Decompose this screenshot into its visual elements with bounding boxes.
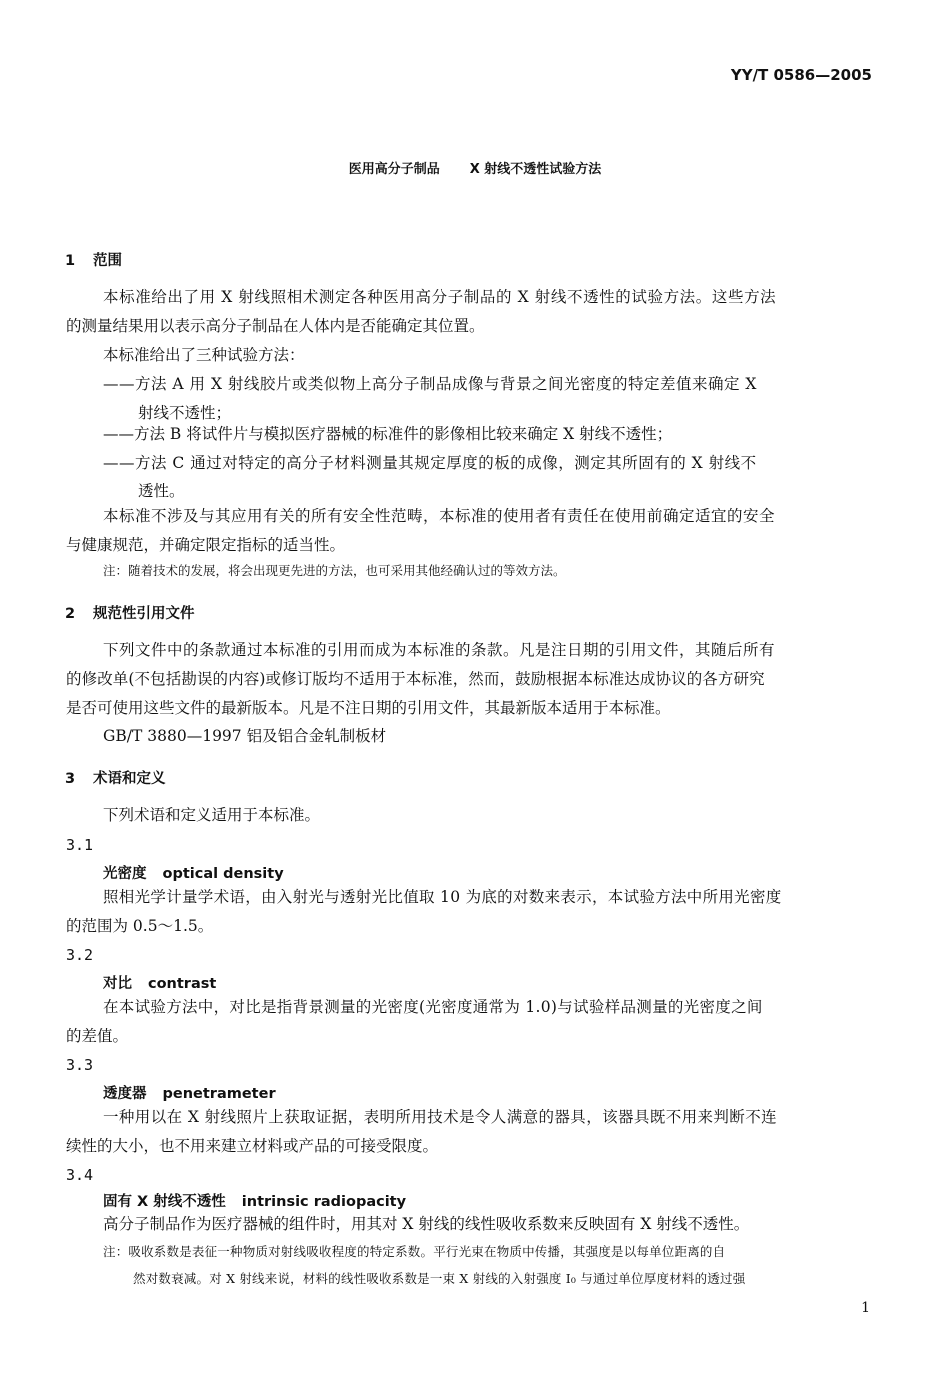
- section-1-number: 1: [65, 253, 76, 269]
- term-3-1-heading: [103, 862, 284, 883]
- s1-para1-line2: 的测量结果用以表示高分子制品在人体内是否能确定其位置。: [66, 317, 485, 335]
- section-3-title: 术语和定义: [93, 771, 166, 787]
- section-2-number: 2: [65, 606, 76, 622]
- term-3-4-number: 3.4: [66, 1166, 94, 1184]
- document-title: [0, 158, 950, 177]
- page-number: 1: [861, 1300, 870, 1316]
- title-part1: 医用高分子制品: [348, 162, 440, 177]
- s2-para-line2: 的修改单(不包括勘误的内容)或修订版均不适用于本标准，然而，鼓励根据本标准达成协议的各方研究: [66, 670, 765, 688]
- section-1-heading: [65, 249, 122, 270]
- term-3-3-zh: 透度器: [103, 1086, 147, 1102]
- s1-para3-line2: 与健康规范，并确定限定指标的适当性。: [66, 536, 346, 554]
- term-3-2-line1: 在本试验方法中，对比是指背景测量的光密度(光密度通常为 1.0)与试验样品测量的光密度之间: [103, 998, 763, 1016]
- term-3-4-note-line2: 然对数衰减。对 X 射线来说，材料的线性吸收系数是一束 X 射线的入射强度 I₀ 与通过单位厚度材料的透过强: [133, 1271, 746, 1286]
- term-3-2-zh: 对比: [103, 976, 132, 992]
- term-3-2-number: 3.2: [66, 946, 94, 964]
- section-2-heading: [65, 602, 195, 623]
- term-3-1-zh: 光密度: [103, 866, 147, 882]
- s1-item-a-line1: ——方法 A 用 X 射线胶片或类似物上高分子制品成像与背景之间光密度的特定差值来确定 X: [103, 375, 757, 393]
- s1-item-b: ——方法 B 将试件片与模拟医疗器械的标准件的影像相比较来确定 X 射线不透性；: [103, 425, 673, 443]
- section-2-title: 规范性引用文件: [93, 606, 195, 622]
- section-1-title: 范围: [93, 253, 122, 269]
- term-3-3-line2: 续性的大小，也不用来建立材料或产品的可接受限度。: [66, 1137, 439, 1155]
- term-3-4-en: intrinsic radiopacity: [241, 1194, 407, 1210]
- term-3-3-heading: [103, 1082, 276, 1103]
- term-3-4-zh: 固有 X 射线不透性: [103, 1194, 226, 1210]
- term-3-3-en: penetrameter: [162, 1086, 276, 1102]
- title-part2: X 射线不透性试验方法: [469, 162, 602, 177]
- s2-para-line1: 下列文件中的条款通过本标准的引用而成为本标准的条款。凡是注日期的引用文件，其随后所有: [103, 641, 776, 659]
- s1-para1-line1: 本标准给出了用 X 射线照相术测定各种医用高分子制品的 X 射线不透性的试验方法。这些方法: [103, 288, 777, 306]
- s1-para3-line1: 本标准不涉及与其应用有关的所有安全性范畴，本标准的使用者有责任在使用前确定适宜的安全: [103, 507, 776, 525]
- term-3-4-note-line1: 注：吸收系数是表征一种物质对射线吸收程度的特定系数。平行光束在物质中传播，其强度是以每单位距离的自: [103, 1244, 726, 1259]
- s2-para-line3: 是否可使用这些文件的最新版本。凡是不注日期的引用文件，其最新版本适用于本标准。: [66, 699, 671, 717]
- section-3-heading: [65, 767, 166, 788]
- s1-para2: 本标准给出了三种试验方法：: [103, 346, 305, 364]
- term-3-3-number: 3.3: [66, 1056, 94, 1074]
- term-3-1-line2: 的范围为 0.5～1.5。: [66, 917, 214, 935]
- s1-item-c-line2: 透性。: [138, 482, 185, 500]
- s1-item-c-line1: ——方法 C 通过对特定的高分子材料测量其规定厚度的板的成像，测定其所固有的 X 射线不: [103, 454, 757, 472]
- term-3-1-line1: 照相光学计量学术语，由入射光与透射光比值取 10 为底的对数来表示，本试验方法中所用光密度: [103, 888, 782, 906]
- standard-number: YY/T 0586—2005: [730, 66, 872, 84]
- term-3-2-heading: [103, 972, 216, 993]
- s2-reference: GB/T 3880—1997 铝及铝合金轧制板材: [103, 727, 387, 745]
- term-3-3-line1: 一种用以在 X 射线照片上获取证据，表明所用技术是令人满意的器具，该器具既不用来判断不连: [103, 1108, 777, 1126]
- term-3-1-en: optical density: [162, 866, 284, 882]
- term-3-2-line2: 的差值。: [66, 1027, 129, 1045]
- term-3-2-en: contrast: [148, 976, 217, 992]
- term-3-4-heading: [103, 1190, 406, 1211]
- s3-intro: 下列术语和定义适用于本标准。: [103, 806, 321, 824]
- s1-note: 注：随着技术的发展，将会出现更先进的方法，也可采用其他经确认过的等效方法。: [103, 563, 566, 578]
- term-3-1-number: 3.1: [66, 836, 94, 854]
- section-3-number: 3: [65, 771, 76, 787]
- term-3-4-line1: 高分子制品作为医疗器械的组件时，用其对 X 射线的线性吸收系数来反映固有 X 射线不透性。: [103, 1215, 750, 1233]
- s1-item-a-line2: 射线不透性；: [138, 404, 232, 422]
